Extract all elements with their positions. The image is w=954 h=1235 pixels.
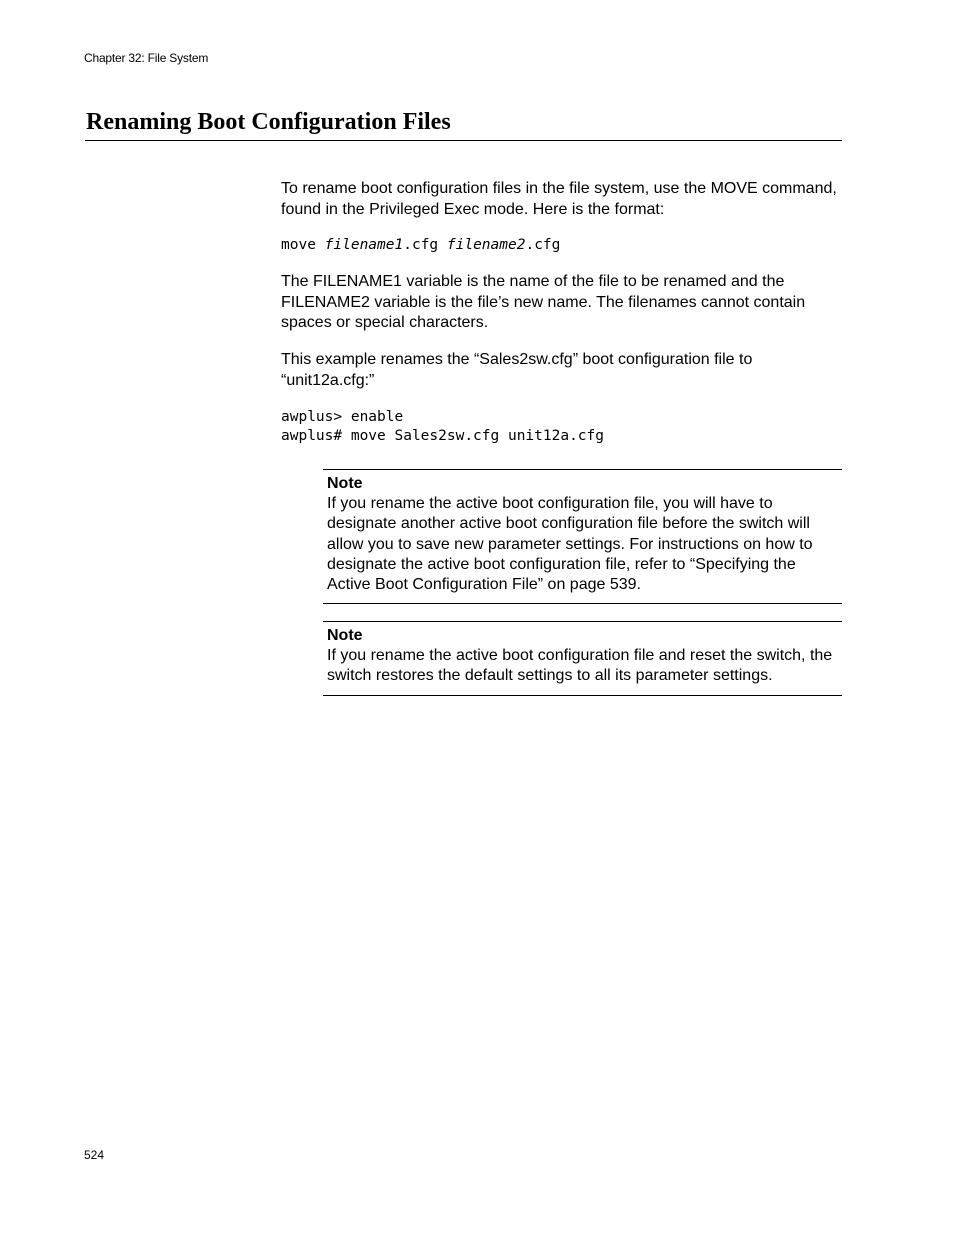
title-rule xyxy=(85,140,842,141)
note-box xyxy=(323,621,842,696)
format-ext1: .cfg xyxy=(403,237,447,253)
note-text: If you rename the active boot configuration file, you will have to designate another active boot configuration file before the switch will allow you to save new parameter settings. For instructions on how to designate the active boot configuration file, refer to “Specifying the Active Boot Configuration File” on page 539. xyxy=(327,495,813,594)
note-heading: Note xyxy=(327,475,363,492)
example-code-block xyxy=(281,408,604,445)
note-box xyxy=(323,469,842,604)
example-code-line: awplus# move Sales2sw.cfg unit12a.cfg xyxy=(281,427,605,444)
note-text: If you rename the active boot configuration file and reset the switch, the switch restores the default settings to all its parameter settings. xyxy=(327,647,833,685)
running-header: Chapter 32: File System xyxy=(84,51,209,65)
format-arg-filename2: filename2 xyxy=(446,237,526,253)
intro-paragraph: To rename boot configuration files in the file system, use the MOVE command, found in the Privileged Exec mode. Here is the format: xyxy=(281,180,837,218)
format-arg-filename1: filename1 xyxy=(324,237,404,253)
format-command: move xyxy=(281,237,325,253)
format-ext2: .cfg xyxy=(525,237,561,253)
note-heading: Note xyxy=(327,627,363,644)
example-intro-paragraph: This example renames the “Sales2sw.cfg” boot configuration file to “unit12a.cfg:” xyxy=(281,351,753,389)
page-number: 524 xyxy=(84,1148,105,1162)
section-title: Renaming Boot Configuration Files xyxy=(86,109,451,135)
variables-paragraph: The FILENAME1 variable is the name of the file to be renamed and the FILENAME2 variable is the file’s new name. The filenames cannot contain spaces or special characters. xyxy=(281,273,806,331)
command-format xyxy=(281,236,560,255)
example-code-line: awplus> enable xyxy=(281,409,404,425)
